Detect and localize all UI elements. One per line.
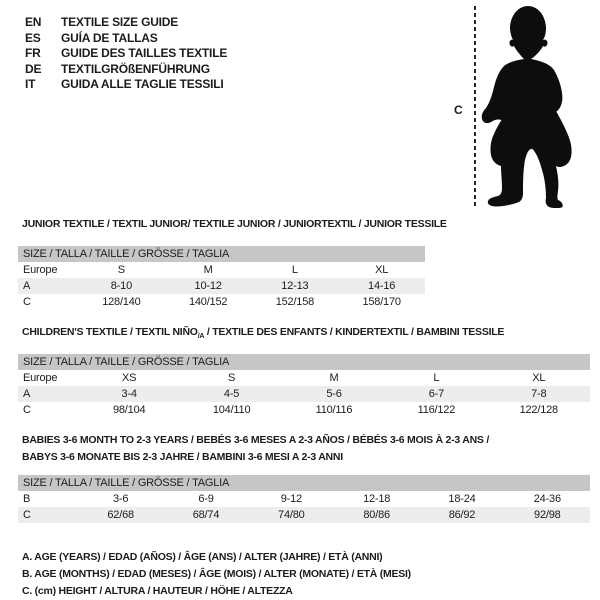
size-cell: 10-12 bbox=[165, 278, 252, 294]
measure-legend bbox=[18, 549, 590, 600]
table-row bbox=[18, 294, 425, 310]
language-label: GUIDA ALLE TAGLIE TESSILI bbox=[61, 77, 224, 92]
legend-line: C. (cm) HEIGHT / ALTURA / HAUTEUR / HÖHE / ALTEZZA bbox=[22, 585, 293, 598]
size-cell: 9-12 bbox=[280, 493, 302, 506]
size-cell: XL bbox=[532, 372, 546, 385]
size-table bbox=[18, 246, 425, 310]
language-code: DE bbox=[25, 61, 42, 76]
table-row bbox=[18, 370, 590, 386]
language-code: EN bbox=[25, 15, 42, 29]
size-cell: 104/110 bbox=[212, 404, 251, 417]
size-header-label: SIZE / TALLA / TAILLE / GRÖSSE / TAGLIA bbox=[18, 354, 590, 370]
size-cell: 116/122 bbox=[417, 404, 456, 417]
size-section bbox=[18, 326, 590, 418]
language-row bbox=[25, 31, 227, 47]
size-cell: 5-6 bbox=[283, 386, 385, 402]
size-cell: 152/158 bbox=[275, 296, 315, 309]
section-title-text: JUNIOR TEXTILE / TEXTIL JUNIOR/ TEXTILE JUNIOR / JUNIORTEXTIL / JUNIOR TESSILE bbox=[22, 218, 447, 230]
size-cell: 14-16 bbox=[338, 278, 425, 294]
language-code: IT bbox=[25, 77, 36, 92]
size-cell: M bbox=[329, 372, 339, 385]
size-cell: 122/128 bbox=[519, 404, 558, 417]
size-cell: 6-9 bbox=[198, 493, 214, 506]
size-cell: 86/92 bbox=[419, 507, 504, 523]
size-cell: 128/140 bbox=[102, 296, 141, 309]
section-title bbox=[22, 218, 590, 235]
size-header-row bbox=[18, 354, 590, 370]
size-cell: 8-10 bbox=[78, 278, 165, 294]
language-row bbox=[25, 62, 227, 78]
size-cell: 110/116 bbox=[315, 404, 353, 417]
height-measure-label: C bbox=[454, 103, 463, 117]
legend-line: B. AGE (MONTHS) / EDAD (MESES) / ÂGE (MOIS) / ALTER (MONATE) / ETÀ (MESI) bbox=[22, 568, 411, 581]
page-header bbox=[0, 0, 600, 215]
size-cell: 158/170 bbox=[362, 296, 401, 309]
size-table bbox=[18, 354, 590, 418]
size-cell: 140/152 bbox=[188, 296, 228, 309]
language-row bbox=[25, 15, 227, 31]
language-label: TEXTILGRÖßENFÜHRUNG bbox=[61, 61, 210, 76]
size-cell: 98/104 bbox=[112, 404, 146, 417]
section-title-subscript: /A bbox=[197, 333, 205, 341]
size-cell: 92/98 bbox=[505, 507, 590, 523]
section-title-text: BABIES 3-6 MONTH TO 2-3 YEARS / BEBÉS 3-6 MESES A 2-3 AÑOS / BÉBÉS 3-6 MOIS À 2-3 ANS / bbox=[22, 434, 490, 447]
language-code: ES bbox=[25, 30, 41, 45]
size-cell: XL bbox=[375, 264, 389, 277]
language-label: GUÍA DE TALLAS bbox=[61, 30, 158, 45]
size-cell: 12-13 bbox=[252, 278, 339, 294]
language-code: FR bbox=[25, 46, 41, 61]
size-cell: 12-18 bbox=[363, 493, 391, 506]
size-cell: 18-24 bbox=[448, 493, 476, 506]
size-cell: L bbox=[433, 372, 440, 385]
size-cell: S bbox=[117, 264, 125, 277]
size-cell: 3-6 bbox=[113, 493, 129, 506]
language-label: GUIDE DES TAILLES TEXTILE bbox=[61, 46, 228, 61]
section-title-line2: BABYS 3-6 MONATE BIS 2-3 JAHRE / BAMBINI 3-6 MESI A 2-3 ANNI bbox=[22, 451, 343, 464]
section-title-text: CHILDREN'S TEXTILE / TEXTIL NIÑO bbox=[22, 326, 198, 339]
row-label: Europe bbox=[23, 372, 58, 385]
language-list bbox=[25, 15, 227, 93]
size-cell: XS bbox=[122, 372, 137, 385]
size-cell: S bbox=[228, 372, 236, 385]
row-label: A bbox=[18, 278, 78, 294]
size-cell: 4-5 bbox=[180, 386, 282, 402]
row-label: B bbox=[23, 493, 31, 506]
size-cell: 68/74 bbox=[163, 507, 248, 523]
table-row bbox=[18, 262, 425, 278]
table-row bbox=[18, 507, 590, 523]
size-header-label: SIZE / TALLA / TAILLE / GRÖSSE / TAGLIA bbox=[18, 475, 590, 491]
section-title-rest: / TEXTILE DES ENFANTS / KINDERTEXTIL / BAMBINI TESSILE bbox=[204, 326, 505, 339]
language-row bbox=[25, 46, 227, 62]
size-header-label: SIZE / TALLA / TAILLE / GRÖSSE / TAGLIA bbox=[18, 246, 425, 262]
table-row bbox=[18, 386, 590, 402]
table-row bbox=[18, 278, 425, 294]
row-label: C bbox=[18, 507, 78, 523]
size-cell: 74/80 bbox=[249, 507, 334, 523]
size-section bbox=[18, 434, 590, 523]
size-header-row bbox=[18, 475, 590, 491]
size-cell: 80/86 bbox=[334, 507, 419, 523]
size-cell: 7-8 bbox=[488, 386, 590, 402]
size-cell: L bbox=[291, 264, 298, 277]
row-label: Europe bbox=[23, 264, 58, 277]
size-table bbox=[18, 475, 590, 523]
size-cell: 24-36 bbox=[533, 493, 561, 506]
height-measure-line bbox=[474, 6, 476, 208]
row-label: A bbox=[18, 386, 78, 402]
section-title bbox=[22, 434, 590, 464]
size-section bbox=[18, 212, 590, 310]
size-guide-content bbox=[18, 212, 590, 600]
row-label: C bbox=[23, 404, 31, 417]
row-label: C bbox=[23, 296, 31, 309]
language-row bbox=[25, 77, 227, 93]
baby-silhouette-icon bbox=[481, 5, 575, 208]
table-row bbox=[18, 491, 590, 507]
size-cell: 62/68 bbox=[78, 507, 163, 523]
size-cell: 3-4 bbox=[78, 386, 180, 402]
section-title bbox=[22, 326, 590, 343]
table-row bbox=[18, 402, 590, 418]
language-label: TEXTILE SIZE GUIDE bbox=[61, 15, 179, 29]
legend-line: A. AGE (YEARS) / EDAD (AÑOS) / ÂGE (ANS) / ALTER (JAHRE) / ETÀ (ANNI) bbox=[22, 551, 383, 564]
size-cell: M bbox=[203, 264, 213, 277]
size-cell: 6-7 bbox=[385, 386, 487, 402]
baby-figure bbox=[440, 0, 600, 215]
size-header-row bbox=[18, 246, 425, 262]
